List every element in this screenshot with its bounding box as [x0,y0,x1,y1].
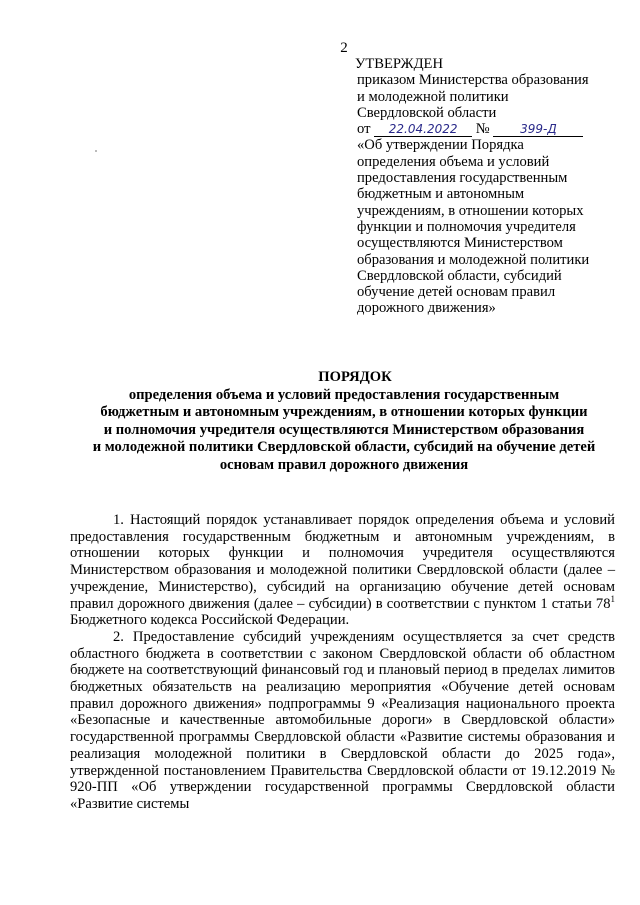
order-title-line: «Об утверждении Порядка [357,137,524,154]
number-prefix: № [475,121,490,138]
order-title-line: образования и молодежной политики [357,251,590,268]
article-superscript: 1 [610,593,615,604]
approval-line: и молодежной политики [357,88,509,105]
document-body [70,512,615,813]
handwritten-date: 22.04.2022 [374,122,472,137]
approval-date-line [357,121,617,137]
approval-stamp-block [357,56,617,317]
paragraph-1-tail: Бюджетного кодекса Российской Федерации. [70,612,350,629]
document-subtitle-line: бюджетным и автономным учреждениям, в отношении которых функции [100,404,588,420]
document-title: ПОРЯДОК [318,369,392,385]
approval-line: Свердловской области [357,104,497,121]
document-subtitle-line: определения объема и условий предоставления государственным [128,386,560,403]
order-title-line: дорожного движения» [357,300,496,317]
paragraph-2: 2. Предоставление субсидий учреждениям осуществляется за счет средств областного бюджета в соответствии с законом Свердловской области об областном бюджете на соответствующий финансовый год и плановый период в пределах лимитов бюджетных обязательств на реализацию мероприятия «Обучение детей основам правил дорожного движения» подпрограммы 9 «Реализация национального проекта «Безопасные и качественные автомобильные дороги» в Свердловской области» государственной программы Свердловской области «Развитие системы образования и реализация молодежной политики в Свердловской области до 2025 года», утвержденной постановлением Правительства Свердловской области от 19.12.2019 № 920-ПП «Об утверждении государственной программы Свердловской области «Развитие системы [70,628,615,812]
order-title-line: учреждениям, в отношении которых [357,202,584,219]
scan-speck [95,150,97,152]
order-title-line: предоставления государственным [357,170,568,187]
document-subtitle-line: и полномочия учредителя осуществляются Министерством образования [103,421,585,438]
order-title-line: осуществляются Министерством [357,235,563,252]
document-subtitle-line: основам правил дорожного движения [219,456,469,473]
paragraph-1 [70,512,615,629]
date-prefix: от [357,121,371,138]
approval-heading: УТВЕРЖДЕН [355,56,443,72]
order-title-line: функции и полномочия учредителя [357,218,576,235]
order-title-line: Свердловской области, субсидий [357,267,562,284]
paragraph-1-text: 1. Настоящий порядок устанавливает порядок определения объема и условий предоставления государственным бюджетным и автономным учреждениям, в отношении которых функции и полномочия учредителя осуществляются Министерством образования и молодежной политики Свердловской области (далее – учреждение, Министерство), субсидий на организацию обучение детей основам правил дорожного движения (далее – субсидии) в соответствии с пунктом 1 статьи 78 [70,512,615,612]
order-title-line: определения объема и условий [357,153,550,170]
document-subtitle-line: и молодежной политики Свердловской области, субсидий на обучение детей [92,439,596,455]
document-title-block [70,369,618,474]
order-title-line: обучение детей основам правил [357,284,556,301]
order-title-line: бюджетным и автономным [357,186,525,203]
handwritten-number: 399-Д [493,122,583,137]
approval-line: приказом Министерства образования [357,72,589,89]
page-number: 2 [340,40,348,56]
